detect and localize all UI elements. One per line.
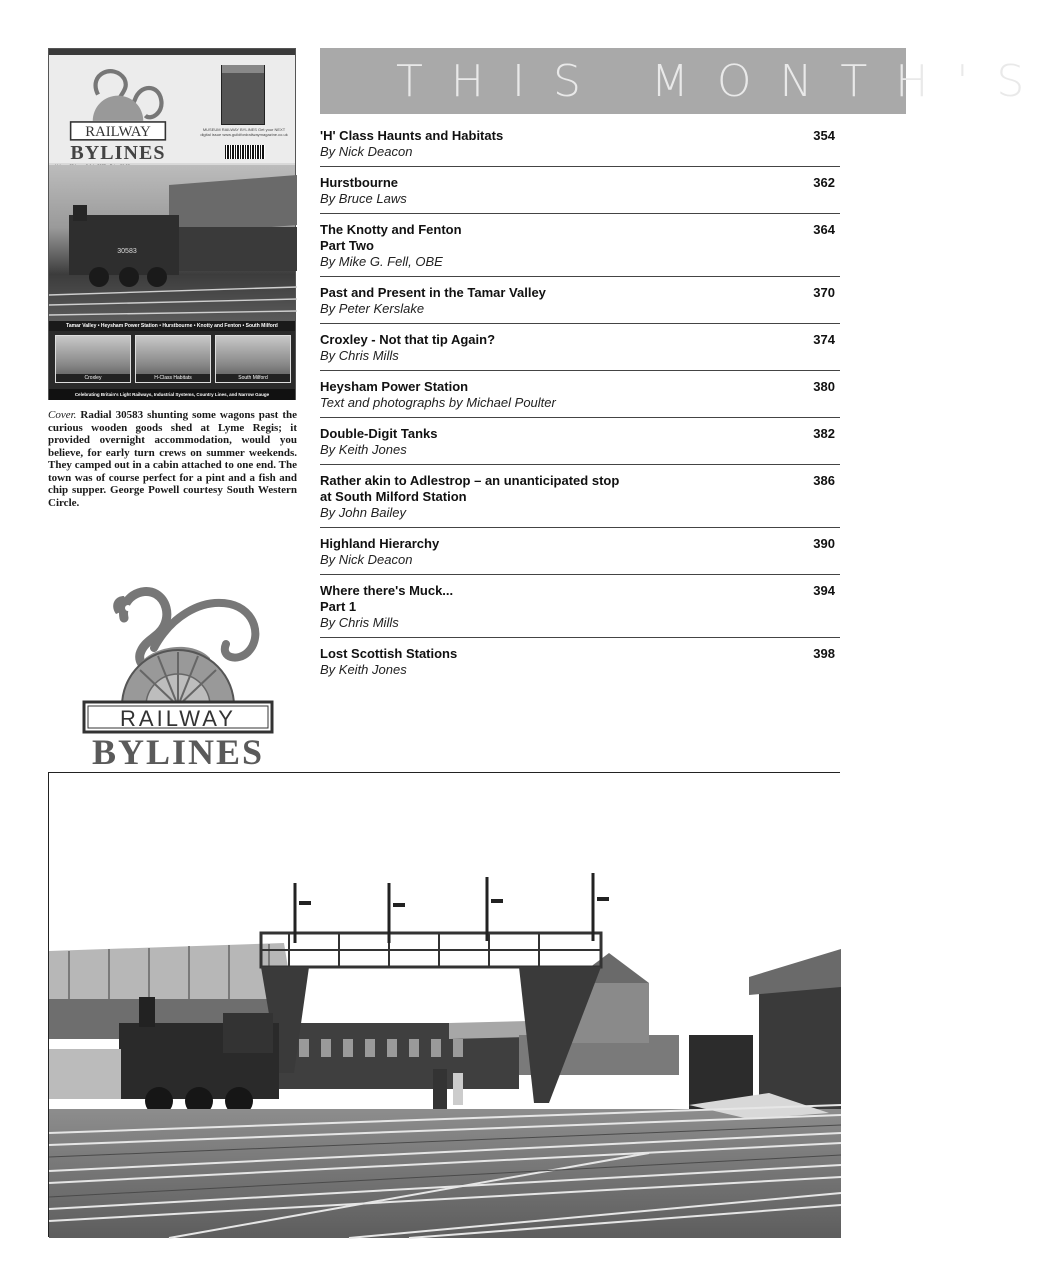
contents-list — [320, 120, 840, 684]
article-author: By Nick Deacon — [320, 552, 413, 567]
page-number: 374 — [813, 332, 835, 347]
article-author: Text and photographs by Michael Poulter — [320, 395, 556, 410]
article-author: By Peter Kerslake — [320, 301, 425, 316]
cover-masthead-line2: BYLINES — [70, 141, 166, 164]
contents-entry — [320, 465, 840, 528]
page-number: 364 — [813, 222, 835, 237]
article-title: Past and Present in the Tamar Valley — [320, 285, 546, 300]
logo-line1: RAILWAY — [120, 706, 236, 731]
contents-entry — [320, 638, 840, 684]
article-title: Lost Scottish Stations — [320, 646, 458, 661]
article-author: By John Bailey — [320, 505, 406, 520]
cover-thumb-croxley — [55, 335, 131, 383]
contents-entry — [320, 214, 840, 277]
article-title: at South Milford Station — [320, 489, 467, 504]
article-title: Highland Hierarchy — [320, 536, 440, 551]
thumb-label: South Milford — [216, 374, 290, 382]
page-number: 390 — [813, 536, 835, 551]
cover-masthead — [49, 55, 295, 163]
cover-masthead-line1: RAILWAY — [85, 124, 151, 141]
caption-lead: Cover. — [48, 409, 77, 421]
page-number: 386 — [813, 473, 835, 488]
contents-entry — [320, 528, 840, 575]
cover-inset-thumbnail — [221, 65, 265, 125]
article-author: By Bruce Laws — [320, 191, 407, 206]
article-title: The Knotty and Fenton — [320, 222, 462, 237]
page-number: 354 — [813, 128, 835, 143]
cover-caption — [48, 409, 297, 509]
article-title: Hurstbourne — [320, 175, 398, 190]
article-author: By Nick Deacon — [320, 144, 413, 159]
cover-locomotive-illustration — [49, 165, 297, 321]
contents-entry — [320, 418, 840, 465]
contents-entry — [320, 371, 840, 418]
cover-footer-line: Celebrating Britain's Light Railways, Industrial Systems, Country Lines, and Narrow Gauge — [49, 389, 295, 400]
article-author: By Mike G. Fell, OBE — [320, 254, 443, 269]
cover-thumb-south-milford — [215, 335, 291, 383]
article-title: Where there's Muck... — [320, 583, 454, 598]
article-title: Part Two — [320, 238, 374, 253]
page-number: 382 — [813, 426, 835, 441]
article-author: By Keith Jones — [320, 442, 407, 457]
article-title: Part 1 — [320, 599, 357, 614]
page-number: 398 — [813, 646, 835, 661]
contents-entry — [320, 120, 840, 167]
station-scene-illustration — [49, 773, 841, 1238]
contents-entry — [320, 277, 840, 324]
page-number: 370 — [813, 285, 835, 300]
section-header-title: THIS MONTH'S — [396, 56, 1052, 107]
logo-line2: BYLINES — [91, 732, 265, 772]
page-number: 380 — [813, 379, 835, 394]
article-title: Heysham Power Station — [320, 379, 469, 394]
page-number: 362 — [813, 175, 835, 190]
article-title: 'H' Class Haunts and Habitats — [320, 128, 504, 143]
contents-entry — [320, 575, 840, 638]
cover-main-photo — [49, 165, 295, 321]
thumb-label: Croxley — [56, 374, 130, 382]
article-author: By Keith Jones — [320, 662, 407, 677]
page-number: 394 — [813, 583, 835, 598]
contents-entry — [320, 167, 840, 214]
article-author: By Chris Mills — [320, 348, 399, 363]
cover-thumb-h-class — [135, 335, 211, 383]
station-photo — [48, 772, 840, 1237]
cover-fine-print: MUSEUM RAILWAY BYLINES Get your NEXT digital issue www.guildfordrailwaymagazine.co.uk — [200, 127, 288, 137]
cover-thumbnails — [49, 331, 295, 389]
article-author: By Chris Mills — [320, 615, 399, 630]
barcode — [225, 145, 265, 159]
thumb-label: H-Class Habitats — [136, 374, 210, 382]
caption-text: Radial 30583 shunting some wagons past the curious wooden goods shed at Lyme Regis; it provided overnight accommodation, would you believe, for early turn crews on summer weekends. They camped out in a cabin attached to one end. The town was of course perfect for a pint and a fish and chip supper. George Powell courtesy South Western Circle. — [48, 409, 297, 509]
cover-loco-number: 30583 — [117, 248, 137, 255]
article-title: Double-Digit Tanks — [320, 426, 438, 441]
railway-bylines-logo — [80, 578, 276, 772]
article-title: Rather akin to Adlestrop – an unanticipated stop — [320, 473, 620, 488]
section-header-band — [320, 48, 1052, 114]
cover-image — [48, 48, 296, 400]
contents-entry — [320, 324, 840, 371]
article-title: Croxley - Not that tip Again? — [320, 332, 496, 347]
cover-features-strip: Tamar Valley • Heysham Power Station • Hurstbourne • Knotty and Fenton • South Milford — [49, 321, 295, 331]
cover-logo — [59, 63, 177, 163]
